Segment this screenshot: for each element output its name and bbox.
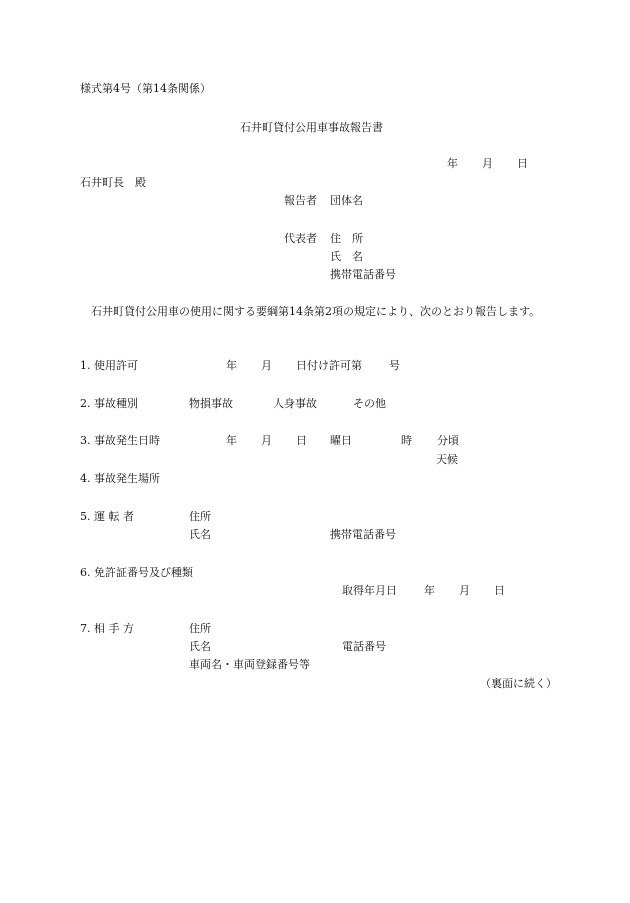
item-license-day: 日 (494, 584, 505, 597)
item-other-party-phone: 電話番号 (342, 640, 386, 653)
item-driver-name: 氏名 (189, 528, 211, 541)
continued-note: （裏面に続く） (480, 677, 557, 690)
item-type-property: 物損事故 (189, 397, 233, 410)
reporter-org-label: 団体名 (330, 194, 363, 207)
date-day: 日 (517, 157, 528, 170)
date-month: 月 (482, 157, 493, 170)
item-permit-month: 月 (261, 359, 272, 372)
item-license-label: 6. 免許証番号及び種類 (80, 566, 193, 579)
form-number: 様式第4号（第14条関係） (80, 82, 211, 95)
item-datetime-weekday: 曜日 (330, 434, 352, 447)
item-license-month: 月 (459, 584, 470, 597)
item-datetime-day: 日 (296, 434, 307, 447)
item-type-label: 2. 事故種別 (80, 397, 138, 410)
item-other-party-name: 氏名 (189, 640, 211, 653)
reporter-label: 報告者 (284, 194, 317, 207)
item-datetime-hour: 時 (401, 434, 412, 447)
item-license-acquired: 取得年月日 (342, 584, 397, 597)
representative-address-label: 住 所 (330, 232, 363, 245)
item-permit-number: 号 (389, 359, 400, 372)
representative-label: 代表者 (284, 232, 317, 245)
item-datetime-year: 年 (226, 434, 237, 447)
item-driver-label: 5. 運 転 者 (80, 510, 134, 523)
item-type-other: その他 (353, 397, 386, 410)
item-datetime-weather: 天候 (436, 453, 458, 466)
date-year: 年 (447, 157, 458, 170)
representative-mobile-label: 携帯電話番号 (330, 268, 396, 281)
intro-paragraph: 石井町貸付公用車の使用に関する要綱第14条第2項の規定により、次のとおり報告します。 (91, 305, 541, 318)
item-datetime-label: 3. 事故発生日時 (80, 434, 160, 447)
item-datetime-month: 月 (261, 434, 272, 447)
item-datetime-minute: 分頃 (437, 434, 459, 447)
item-driver-address: 住所 (189, 510, 211, 523)
item-permit-dated-no: 日付け許可第 (296, 359, 362, 372)
item-driver-mobile: 携帯電話番号 (330, 528, 396, 541)
item-permit-year: 年 (226, 359, 237, 372)
document-title: 石井町貸付公用車事故報告書 (240, 121, 383, 134)
representative-name-label: 氏 名 (330, 250, 363, 263)
item-type-injury: 人身事故 (273, 397, 317, 410)
item-permit-label: 1. 使用許可 (80, 359, 138, 372)
item-other-party-label: 7. 相 手 方 (80, 622, 134, 635)
item-license-year: 年 (424, 584, 435, 597)
addressee: 石井町長 殿 (80, 176, 146, 189)
item-other-party-vehicle: 車両名・車両登録番号等 (189, 658, 310, 671)
item-place-label: 4. 事故発生場所 (80, 472, 160, 485)
item-other-party-address: 住所 (189, 622, 211, 635)
